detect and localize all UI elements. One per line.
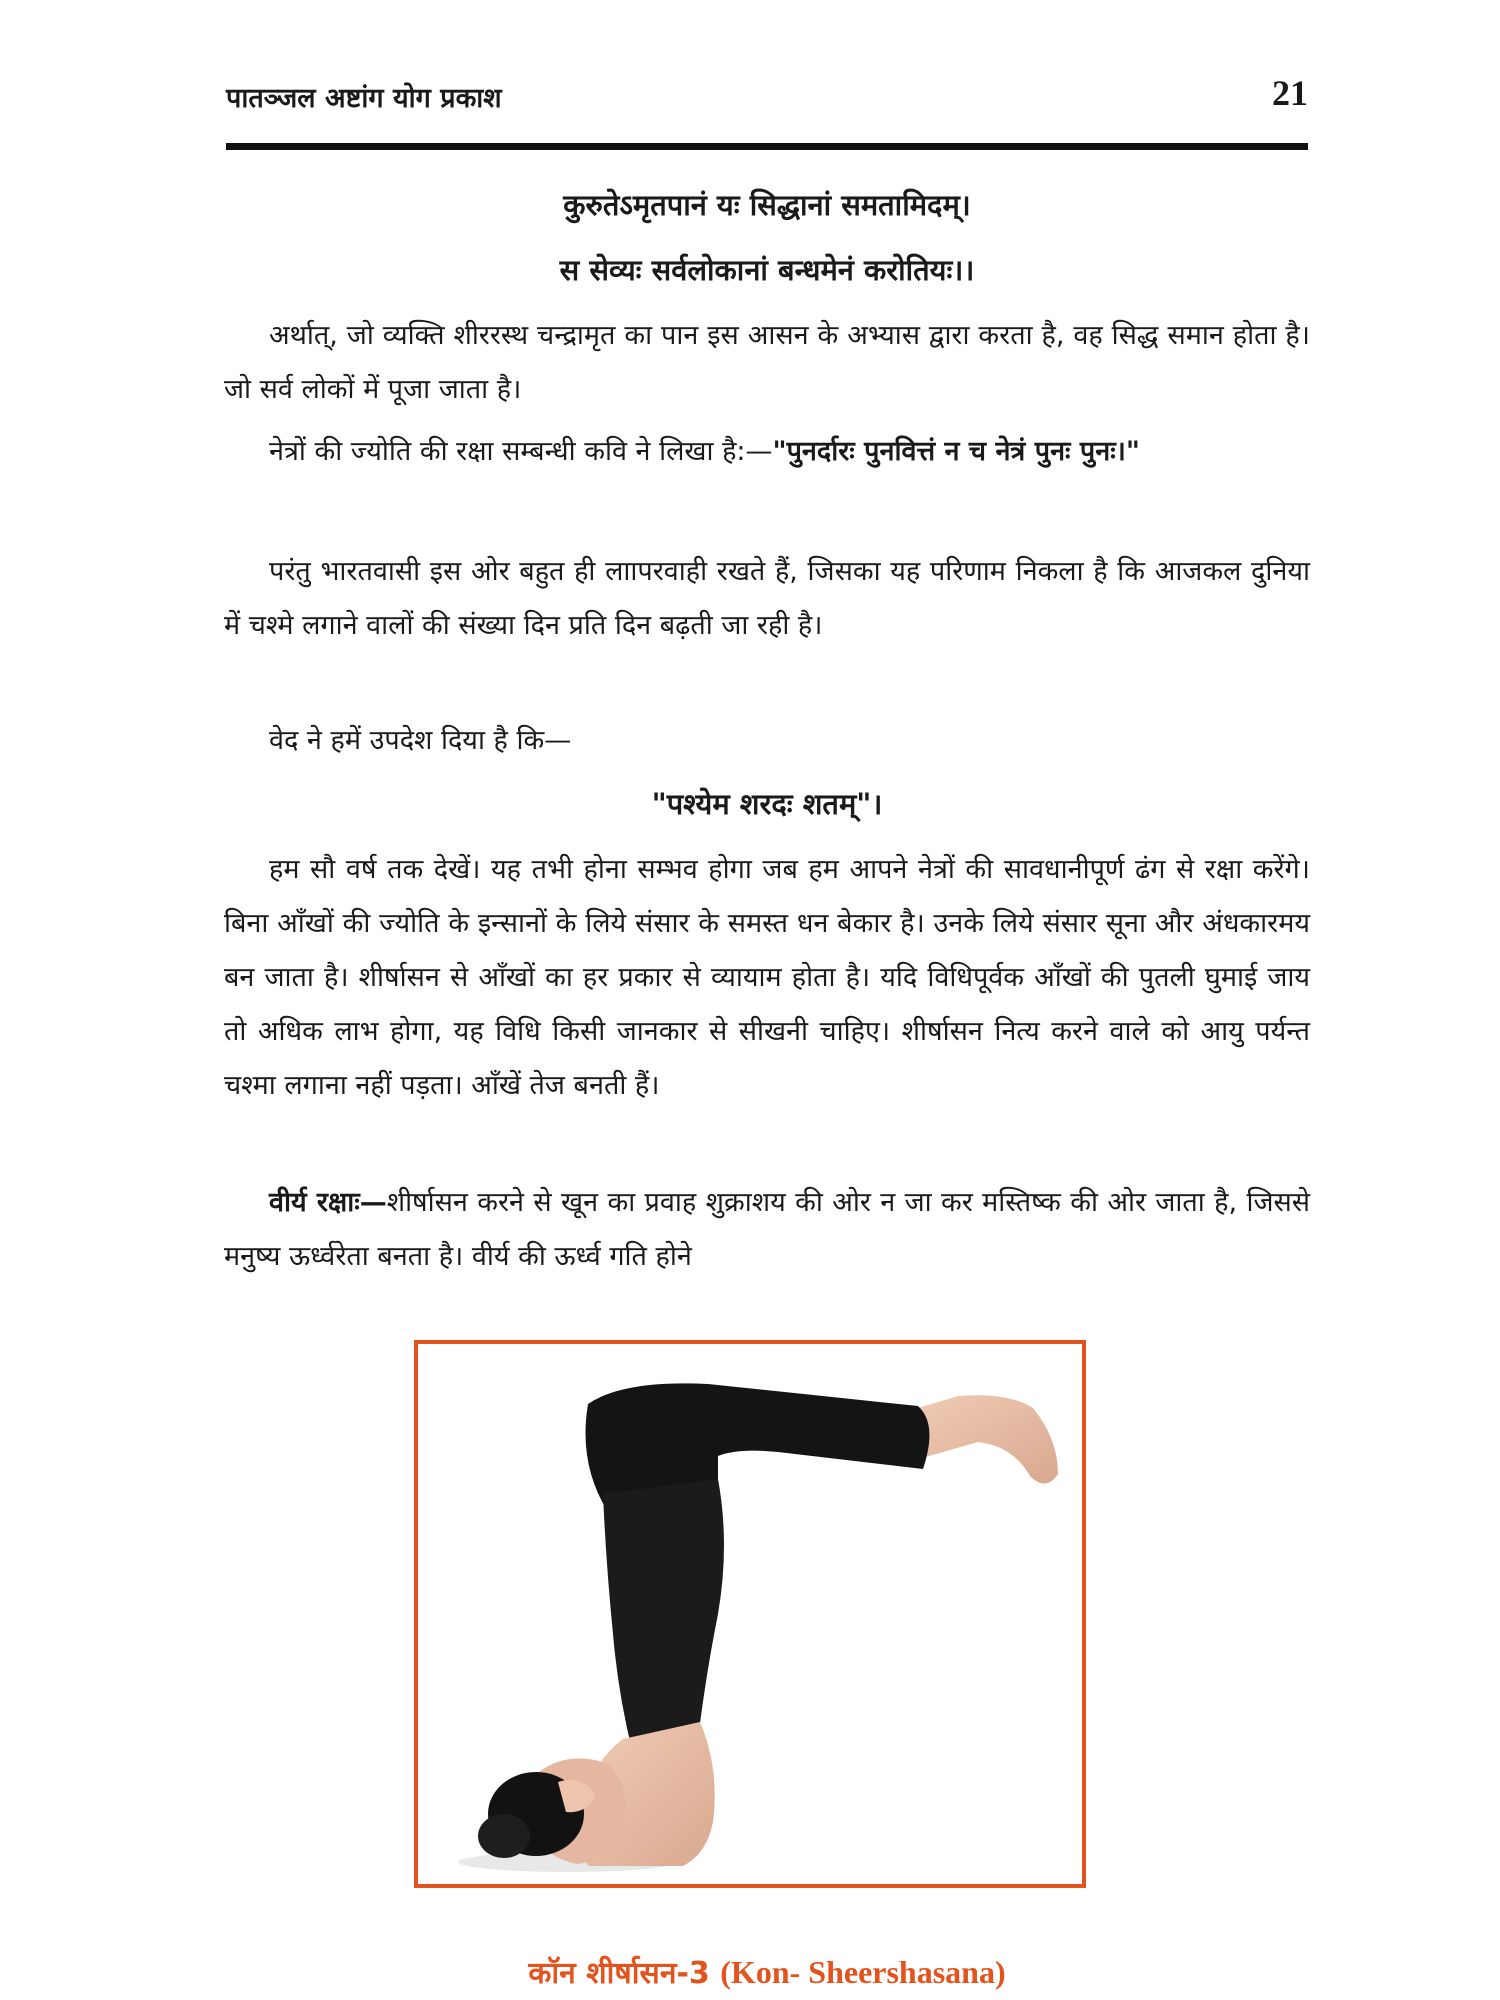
pose-photo-frame	[414, 1340, 1086, 1888]
kon-sheershasana-photo	[418, 1344, 1082, 1884]
paragraph-eyesight-benefits: हम सौ वर्ष तक देखें। यह तभी होना सम्भव होगा जब हम आपने नेत्रों की सावधानीपूर्ण ढंग से रक्षा करेंगे। बिना आँखों की ज्योति के इन्सानों के लिये संसार के समस्त धन बेकार है। उनके लिये संसार सूना और अंधकारमय बन जाता है। शीर्षासन से आँखों का हर प्रकार से व्यायाम होता है। यदि विधिपूर्वक आँखों की पुतली घुमाई जाय तो अधिक लाभ होगा, यह विधि किसी जानकार से सीखनी चाहिए। शीर्षासन नित्य करने वाले को आयु पर्यन्त चश्मा लगाना नहीं पड़ता। आँखें तेज बनती हैं।	[224, 854, 1310, 1101]
page-number: 21	[1272, 73, 1308, 113]
paragraph-eye-protection-lead: नेत्रों की ज्योति की रक्षा सम्बन्धी कवि ने लिखा है:—	[269, 436, 773, 467]
paragraph-virya-raksha	[224, 1176, 1310, 1284]
hair-bun	[478, 1814, 530, 1858]
thighs-and-hips	[603, 1479, 724, 1754]
page-header	[226, 73, 1308, 128]
paragraph-veda-intro: वेद ने हमें उपदेश दिया है कि—	[269, 725, 572, 756]
verse-line-1: कुरुतेऽमृतपानं यः सिद्धानां समतामिदम्।	[563, 188, 971, 222]
header-rule	[226, 143, 1308, 150]
virya-raksha-heading: वीर्य रक्षाः—	[269, 1187, 387, 1218]
verse-line-2: स सेव्यः सर्वलोकानां बन्धमेनं करोतियः।।	[559, 253, 975, 287]
paragraph-eye-protection	[224, 425, 1310, 479]
caption-hindi: कॉन शीर्षासन-3	[528, 1956, 710, 1991]
caption-latin: (Kon- Sheershasana)	[720, 1954, 1006, 1990]
paragraph-carelessness: परंतु भारतवासी इस ओर बहुत ही लाापरवाही रखते हैं, जिसका यह परिणाम निकला है कि आजकल दुनिया में चश्मे लगाने वालों की संख्या दिन प्रति दिन बढ़ती जा रही है।	[224, 556, 1310, 641]
paragraph-meaning: अर्थात्, जो व्यक्ति शीररस्थ चन्द्रामृत का पान इस आसन के अभ्यास द्वारा करता है, वह सिद्ध समान होता है। जो सर्व लोकों में पूजा जाता है।	[224, 320, 1310, 405]
poet-quote: "पुनर्दारः पुनवित्तं न च नेत्रं पुनः पुनः।"	[772, 436, 1140, 467]
veda-quote: "पश्येम शरदः शतम्"।	[651, 787, 883, 821]
running-title: पातञ्जल अष्टांग योग प्रकाश	[226, 83, 502, 114]
figure-caption	[226, 1951, 1308, 1992]
virya-raksha-text: शीर्षासन करने से खून का प्रवाह शुक्राशय की ओर न जा कर मस्तिष्क की ओर जाता है, जिससे मनुष्य ऊर्ध्वरेता बनता है। वीर्य की ऊर्ध्व गति होने	[224, 1187, 1310, 1272]
